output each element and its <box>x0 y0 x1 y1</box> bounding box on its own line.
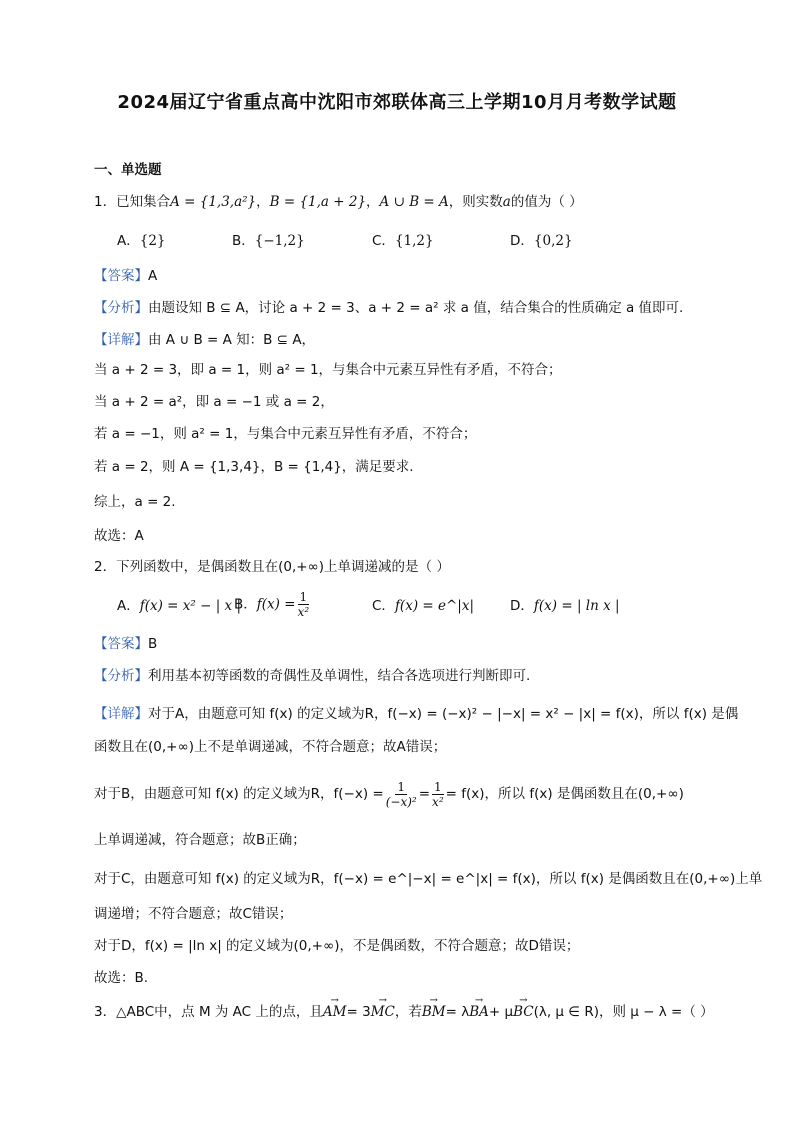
q1-detail <box>94 330 315 350</box>
q1-set-a: A = {1,3,a²} <box>170 194 257 210</box>
q2-answer <box>94 634 157 654</box>
q2-option-c <box>372 596 474 616</box>
q3-plus: + μ <box>488 1004 514 1020</box>
q3-mid: ，若 <box>394 1004 422 1020</box>
q1-option-a-label: A． <box>117 233 140 249</box>
q1-option-c-label: C． <box>372 233 395 249</box>
q2-detail-b-line-2: 上单调递减，符合题意；故B正确； <box>94 832 306 848</box>
q1-detail-line-1: 由 A ∪ B = A 知：B ⊆ A， <box>148 332 316 348</box>
q1-union: A ∪ B = A <box>379 194 449 210</box>
q1-var: a <box>502 194 511 210</box>
q1-answer-value: A <box>148 268 158 284</box>
q1-sep-2: ， <box>366 194 380 210</box>
q2-options <box>0 590 794 624</box>
vector-am: → AM <box>323 1002 347 1022</box>
q1-option-d-label: D． <box>510 233 534 249</box>
q2-answer-value: B <box>148 636 158 652</box>
page-title: 2024届辽宁省重点高中沈阳市郊联体高三上学期10月月考数学试题 <box>117 92 677 113</box>
q1-options <box>0 231 794 251</box>
q1-detail-line-3: 当 a + 2 = a²，即 a = −1 或 a = 2， <box>94 394 334 410</box>
answer-tag: 【答案】 <box>94 636 148 652</box>
q3-stem <box>94 1002 714 1022</box>
vector-mc: → MC <box>371 1002 395 1022</box>
q2-detail-c-line-1: 对于C，由题意可知 f(x) 的定义域为R，f(−x) = e^|−x| = e^|x| = f(x)，所以 f(x) 是偶函数且在(0,+∞)上单 <box>94 871 763 887</box>
q3-eq-2: = λ <box>445 1004 470 1020</box>
q2-option-b-pre: f(x) = <box>256 596 296 613</box>
analysis-tag: 【分析】 <box>94 300 148 316</box>
q2-stem: 2．下列函数中，是偶函数且在(0,+∞)上单调递减的是（ ） <box>94 559 450 575</box>
q2-detail-c-line-2: 调递增；不符合题意；故C错误； <box>94 906 293 922</box>
q2-option-b <box>234 590 311 619</box>
q1-option-d <box>510 231 573 251</box>
analysis-tag: 【分析】 <box>94 668 148 684</box>
q1-analysis-text: 由题设知 B ⊆ A，讨论 a + 2 = 3、a + 2 = a² 求 a 值，结合集合的性质确定 a 值即可. <box>148 300 684 316</box>
q1-sep-1: ， <box>256 194 270 210</box>
detail-tag: 【详解】 <box>94 706 148 722</box>
q2-analysis-text: 利用基本初等函数的奇偶性及单调性，结合各选项进行判断即可. <box>148 668 531 684</box>
q2-detail-b-pre: 对于B，由题意可知 f(x) 的定义域为R，f(−x) = <box>94 786 384 802</box>
q1-detail-line-4: 若 a = −1，则 a² = 1，与集合中元素互异性有矛盾，不符合； <box>94 426 477 442</box>
q2-option-d-value: f(x) = | ln x | <box>533 598 620 614</box>
q1-stem-text-e: 的值为（ ） <box>510 194 583 210</box>
q1-stem-text-a: 1．已知集合 <box>94 194 171 210</box>
q1-option-b-label: B． <box>232 233 255 249</box>
q2-option-c-value: f(x) = e^|x| <box>394 598 474 614</box>
fraction-denominator: x² <box>432 794 444 809</box>
fraction-numerator: 1 <box>397 779 406 794</box>
vector-bm: → BM <box>422 1002 446 1022</box>
q2-option-a-label: A． <box>117 598 140 614</box>
section-heading: 一、单选题 <box>94 162 162 178</box>
q1-set-b: B = {1,a + 2} <box>269 194 367 210</box>
q2-detail-b-equals: = <box>418 786 431 802</box>
q2-detail-a-line-2: 函数且在(0,+∞)上不是单调递减，不符合题意；故A错误； <box>94 739 447 755</box>
q2-detail-b-fraction-2 <box>432 780 444 809</box>
q2-detail-d: 对于D，f(x) = |ln x| 的定义域为(0,+∞)，不是偶函数，不符合题意；故D错误； <box>94 938 580 954</box>
q2-option-d-label: D． <box>510 598 534 614</box>
q1-choose: 故选：A <box>94 528 144 544</box>
q2-option-a-value: f(x) = x² − | x | <box>139 598 241 614</box>
q1-option-c <box>372 231 434 251</box>
q2-option-b-label: B． <box>234 596 257 613</box>
q1-stem <box>94 192 583 212</box>
q3-stem-pre: 3．△ABC中，点 M 为 AC 上的点，且 <box>94 1004 323 1020</box>
fraction-numerator: 1 <box>434 779 442 794</box>
q2-detail-b-fraction-1 <box>386 780 417 809</box>
q2-detail-b-line-1 <box>94 776 684 812</box>
q2-option-d <box>510 596 620 616</box>
fraction-numerator: 1 <box>299 590 308 604</box>
q1-answer <box>94 266 157 286</box>
q2-detail <box>94 704 738 724</box>
q1-option-b <box>232 231 305 251</box>
detail-tag: 【详解】 <box>94 332 148 348</box>
q2-option-c-label: C． <box>372 598 395 614</box>
q2-choose: 故选：B. <box>94 970 149 986</box>
q1-analysis <box>94 298 683 318</box>
q1-detail-line-6: 综上，a = 2. <box>94 494 176 510</box>
q2-option-a <box>117 596 241 616</box>
fraction-denominator: x² <box>297 605 310 619</box>
q1-detail-line-5: 若 a = 2，则 A = {1,3,4}，B = {1,4}，满足要求. <box>94 459 414 475</box>
q1-option-b-value: {−1,2} <box>254 233 305 249</box>
fraction-denominator: (−x)² <box>385 794 417 809</box>
vector-ba: → BA <box>469 1002 489 1022</box>
q3-eq-1: = 3 <box>346 1004 371 1020</box>
q2-option-b-fraction <box>298 590 310 619</box>
q2-detail-b-post: = f(x)，所以 f(x) 是偶函数且在(0,+∞) <box>445 786 684 802</box>
q2-detail-a-line-1: 对于A，由题意可知 f(x) 的定义域为R，f(−x) = (−x)² − |−x| = x² − |x| = f(x)，所以 f(x) 是偶 <box>148 706 739 722</box>
q1-detail-line-2: 当 a + 2 = 3，即 a = 1，则 a² = 1，与集合中元素互异性有矛盾，不符合； <box>94 362 562 378</box>
q1-option-a-value: {2} <box>139 233 166 249</box>
q3-condition: (λ, μ ∈ R)，则 μ − λ =（ ） <box>533 1004 714 1020</box>
vector-bc: → BC <box>513 1002 534 1022</box>
q1-option-d-value: {0,2} <box>533 233 573 249</box>
answer-tag: 【答案】 <box>94 268 148 284</box>
q1-stem-text-d: ，则实数 <box>448 194 503 210</box>
q1-option-a <box>117 231 166 251</box>
q2-analysis <box>94 666 530 686</box>
q1-option-c-value: {1,2} <box>394 233 434 249</box>
